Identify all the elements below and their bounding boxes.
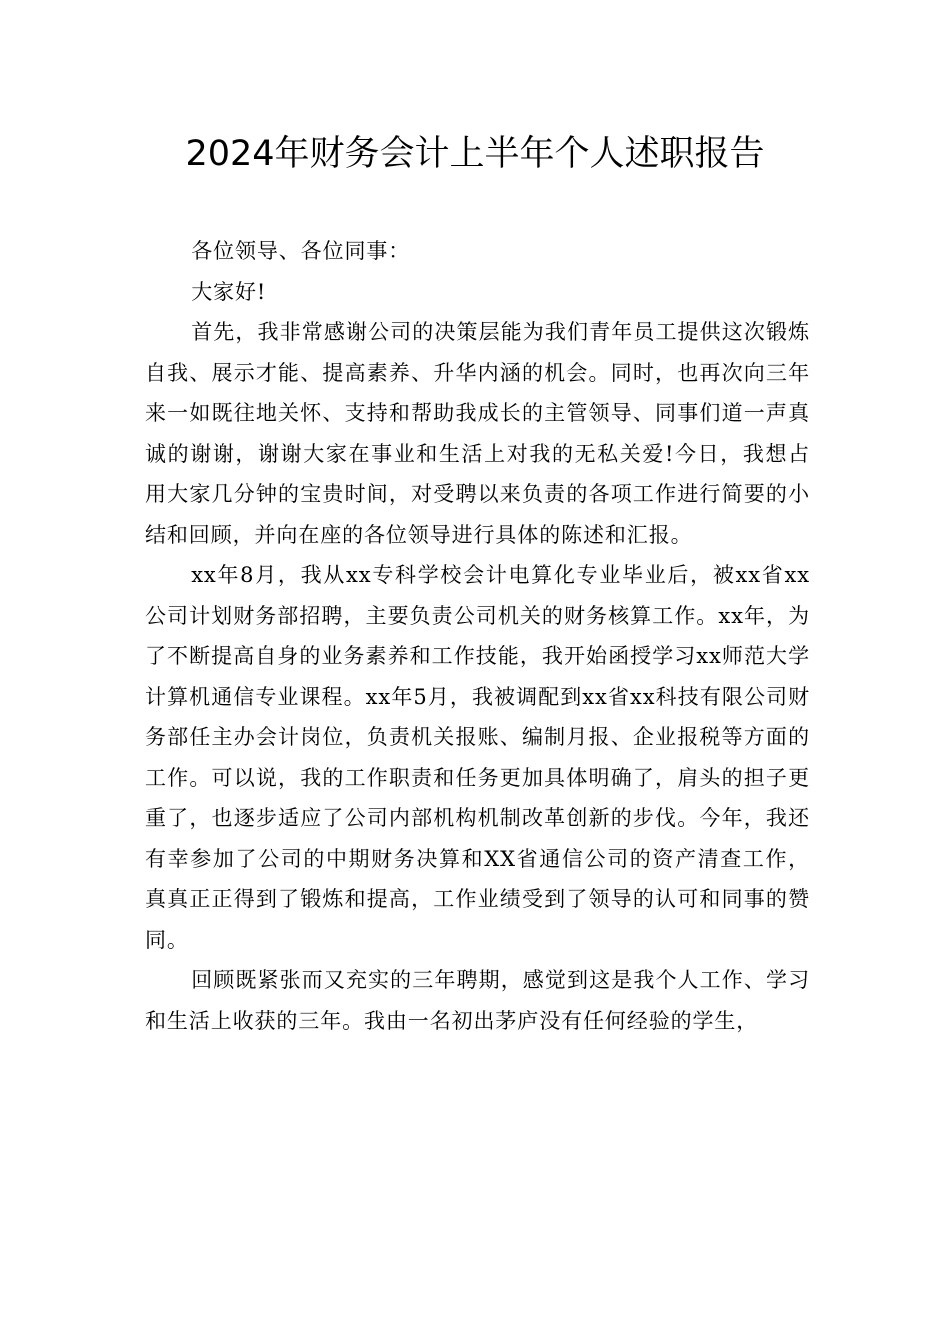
greeting: 大家好! [191, 279, 267, 304]
paragraph: xx年8月，我从xx专科学校会计电算化专业毕业后，被xx省xx公司计划财务部招聘，主要负责公司机关的财务核算工作。xx年，为了不断提高自身的业务素养和工作技能，我开始函授学习xx师范大学计算机通信专业课程。xx年5月，我被调配到xx省xx科技有限公司财务部任主办会计岗位，负责机关报账、编制月报、企业报税等方面的工作。可以说，我的工作职责和任务更加具体明确了，肩头的担子更重了，也逐步适应了公司内部机构机制改革创新的步伐。今年，我还有幸参加了公司的中期财务决算和XX省通信公司的资产清查工作，真真正正得到了锻炼和提高，工作业绩受到了领导的认可和同事的赞同。 [145, 563, 810, 952]
paragraph: 回顾既紧张而又充实的三年聘期，感觉到这是我个人工作、学习和生活上收获的三年。我由一名初出茅庐没有任何经验的学生， [145, 968, 810, 1033]
document-body [145, 231, 810, 1041]
paragraph: 首先，我非常感谢公司的决策层能为我们青年员工提供这次锻炼自我、展示才能、提高素养、升华内涵的机会。同时，也再次向三年来一如既往地关怀、支持和帮助我成长的主管领导、同事们道一声真诚的谢谢，谢谢大家在事业和生活上对我的无私关爱!今日，我想占用大家几分钟的宝贵时间，对受聘以来负责的各项工作进行简要的小结和回顾，并向在座的各位领导进行具体的陈述和汇报。 [145, 320, 810, 547]
salutation: 各位领导、各位同事： [191, 239, 411, 263]
document-title: 2024年财务会计上半年个人述职报告 [185, 134, 765, 174]
